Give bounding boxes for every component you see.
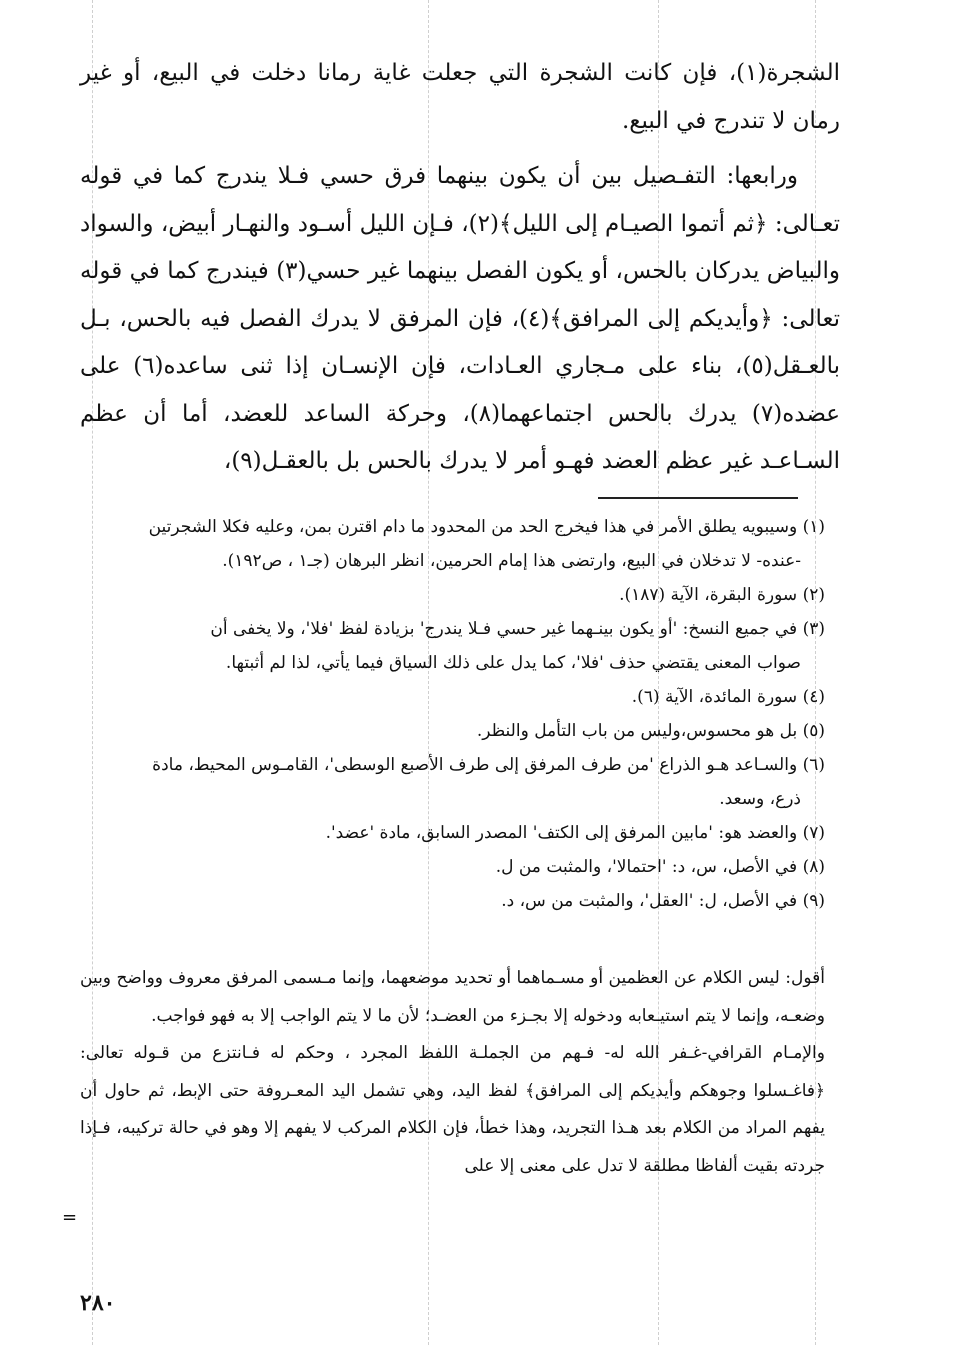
footnote-item — [80, 612, 825, 680]
footnote-text: (٢) سورة البقرة، الآية (١٨٧). — [619, 585, 825, 605]
continuation-mark: = — [62, 1207, 78, 1228]
footnote-item — [80, 748, 825, 816]
commentary-block — [80, 960, 825, 1185]
footnote-text: (٩) في الأصل، ل: 'العقل'، والمثبت من س، د. — [501, 891, 825, 911]
footnote-item — [80, 714, 825, 748]
footnote-text: (٨) في الأصل، س، د: 'احتمالا'، والمثبت من ل. — [495, 857, 825, 877]
footnote-text: (٣) في جميع النسخ: 'أو يكون بينـهما غير حسي فـلا يندرج' بزيادة لفظ 'فلا'، ولا يخفى أن — [210, 619, 825, 639]
commentary-paragraph-2: والإمـام القرافي-غـفر الله له- فـهم من الجملـة اللفظ المجرد ، وحكم له فـانتزع من قـوله تعالى: ﴿فاغـسلوا وجوهكم وأيديكم إلى المرافق﴾ لفظ اليد، وهي تشمل اليد المعـروفة حتى الإبط، ثم حاول أن يفهم المراد من الكلام بعد هـذا التجريد، وهذا خطأ، فإن الكلام المركب لا يفهم إلا وهو في حالة تركيبه، فـإذا جردته بقيت ألفاظا مطلقة لا تدل على معنى إلا على — [80, 1043, 825, 1176]
footnote-item — [80, 578, 825, 612]
footnote-text: (٧) والعضد هو: 'مابين المرفق إلى الكتف' المصدر السابق، مادة 'عضد'. — [325, 823, 825, 843]
footnote-continuation: صواب المعنى يقتضي حذف 'فلا'، كما يدل على ذلك السياق فيما يأتي، لذا لم أثبتها. — [225, 653, 801, 673]
footnote-separator — [598, 497, 798, 499]
footnote-item — [80, 884, 825, 918]
footnote-text: (٦) والسـاعد هـو الذراع 'من طرف المرفق إلى طرف الأصبع الوسطى'، القامـوس المحيط، مادة — [152, 755, 825, 775]
commentary-paragraph-1: أقول: ليس الكلام عن العظمين أو مسـماهما أو تحديد موضعهما، وإنما مـسمى المرفق معروف وواضح وبين وضعـه، وإنما لا يتم استيـعابه ودخوله إلا بجـزء من العضـد؛ لأن ما لا يتم الواجب إلا به فهو فواجب. — [80, 968, 825, 1026]
footnote-item — [80, 510, 825, 578]
main-paragraph-1: الشجرة(١)، فإن كانت الشجرة التي جعلت غاية رمانا دخلت في البيع، أو غير رمان لا تندرج في البيع. — [80, 60, 840, 134]
footnote-continuation: -عنده- لا تدخلان في البيع، وارتضى هذا إمام الحرمين، انظر البرهان (جـ١ ، ص١٩٢). — [222, 551, 801, 571]
footnote-item — [80, 850, 825, 884]
footnote-text: (٤) سورة المائدة، الآية (٦). — [631, 687, 825, 707]
page-number: ٢٨٠ — [80, 1290, 116, 1316]
footnote-item — [80, 680, 825, 714]
footnote-text: (١) وسيبويه يطلق الأمر في هذا فيخرج الحد من المحدود ما دام اقترن بمن، وعليه فكلا الشجرتين — [148, 517, 825, 537]
main-paragraph-2: ورابعها: التفـصيل بين أن يكون بينهما فرق حسي فـلا يندرج كما في قوله تعـالى: ﴿ثم أتموا الصيـام إلى الليل﴾(٢)، فـإن الليل أسـود والنهـار أبيض، والسواد والبياض يدركان بالحس، أو يكون الفصل بينهما غير حسي(٣) فيندرج كما في قوله تعالى: ﴿وأيديكم إلى المرافق﴾(٤)، فإن المرفق لا يدرك الفصل فيه بالحس، بـل بالعـقل(٥)، بناء على مـجاري العـادات، فإن الإنسـان إذا ثنى ساعده(٦) على عضده(٧) يدرك بالحس اجتماعهما(٨)، وحركة الساعد للعضد، أما أن عظم السـاعـد غير عظم العضد فهـو أمر لا يدرك بالحس بل بالعقـل(٩)، — [80, 163, 840, 474]
main-body-text — [80, 50, 840, 486]
footnote-item — [80, 816, 825, 850]
footnote-continuation: ذرع، وسعد. — [719, 789, 801, 809]
footnotes-list — [80, 510, 825, 918]
footnote-text: (٥) بل هو محسوس،وليس من باب التأمل والنظر. — [476, 721, 825, 741]
